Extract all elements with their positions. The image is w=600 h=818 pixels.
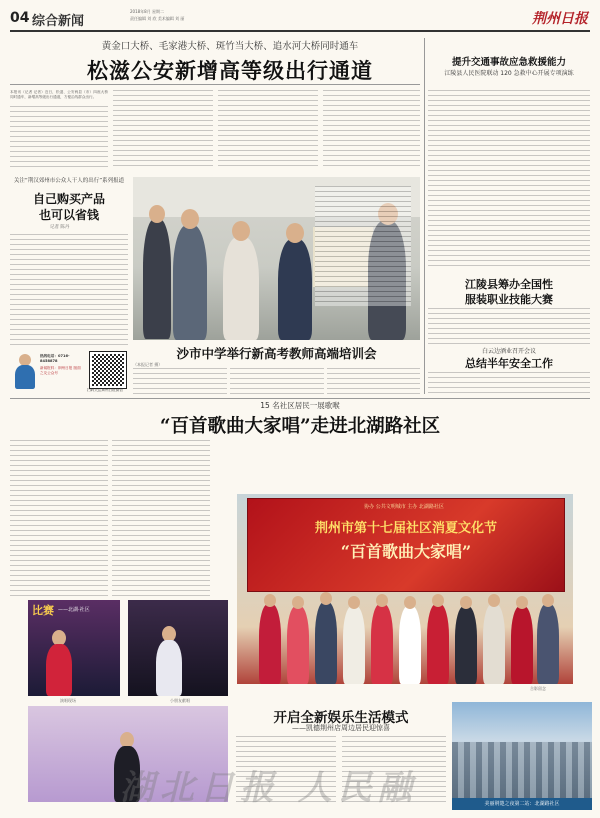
hotline-2: 新闻报料：荆州日报 版面之友公众号 <box>40 366 81 375</box>
inset-text-block <box>315 186 411 306</box>
lead-body-col-4 <box>323 90 420 170</box>
section-title: 综合新闻 <box>32 14 85 29</box>
singer-photo-a <box>28 600 120 696</box>
lead-body: 本报讯（记者 记者）近日，松滋、公安两县（市）四座大桥同时通车，新增高等级出行通道，方便沿线群众出行。 <box>10 90 108 100</box>
caption-body-1 <box>133 368 227 394</box>
masthead <box>10 6 590 30</box>
feature-body-col-2 <box>112 440 210 596</box>
date-line: 2018年8月 星期二 <box>130 9 164 14</box>
stage-banner <box>247 498 565 592</box>
qr-caption: 扫码关注荆州日报微信 <box>87 388 123 392</box>
masthead-rule <box>10 30 590 32</box>
lead-body-col-2 <box>113 90 213 170</box>
right-column-divider <box>424 38 425 394</box>
banner-main-text: “百首歌曲大家唱” <box>340 542 472 561</box>
newspaper-logo: 荆州日报 <box>532 11 588 27</box>
sidebar-kicker: 关注“荆汉郊州市公众人干人的出行”系列报道 <box>13 178 125 184</box>
singer-photo-b <box>128 600 228 696</box>
feature-rule <box>10 398 590 399</box>
footer-bar-text: 美丽荆楚之夜第二站：北湖路社区 <box>484 801 560 807</box>
caption-group: 合影留念 <box>530 686 546 691</box>
bottom-headline: 开启全新娱乐生活模式 <box>273 710 409 726</box>
editor-line: 责任编辑 刘 欣 美术编辑 刘 丽 <box>130 16 185 21</box>
story3-body <box>428 372 590 396</box>
lead-rule <box>10 84 420 85</box>
caption-body-2 <box>230 368 324 394</box>
sidebar-left <box>10 176 128 396</box>
story1-body <box>428 90 590 270</box>
choir-group-photo <box>237 494 573 684</box>
story1-title: 提升交通事故应急救援能力 <box>451 57 566 68</box>
lead-kicker: 黄金口大桥、毛家港大桥、斑竹当大桥、追水河大桥同时通车 <box>101 41 359 52</box>
sidebar-title-line2: 也可以省钱 <box>38 208 99 222</box>
lead-headline: 松滋公安新增高等级出行通道 <box>87 58 373 83</box>
story2-title-line1: 江陵县筹办全国性 <box>465 278 553 291</box>
photo-credit: （本报记者 摄） <box>133 362 163 367</box>
story2-body <box>428 308 590 346</box>
caption-body-3 <box>327 368 420 394</box>
photo-caption-title: 沙市中学举行新高考教师高端培训会 <box>176 346 377 361</box>
right-column <box>428 40 590 396</box>
sidebar-byline: 记者 陈丹 <box>50 225 70 230</box>
story1-subtitle: 江陵县人民医院联动 120 急救中心开展专项演练 <box>444 70 574 77</box>
qr-code <box>90 352 126 388</box>
sidebar-title-line1: 自己购买产品 <box>32 192 105 206</box>
sidebar-body <box>10 234 128 346</box>
story2-title-line2: 服装职业技能大赛 <box>465 293 553 306</box>
caption-b: 小朋友献唱 <box>170 698 190 703</box>
caption-a: 演唱现场 <box>60 698 76 703</box>
banner-top-text: 荆州市第十七届社区消夏文化节 <box>314 521 497 536</box>
story3-kicker: 白云边酒业召开会议 <box>481 348 536 355</box>
label-left-sub: ——北湖·社区 <box>58 607 90 613</box>
banner-small-text: 协办 公共文明城市 主办 北湖路社区 <box>364 504 444 510</box>
bottom-subheadline: ——凯德荆州店周边居民迎惊喜 <box>292 724 390 732</box>
lead-body-col-1 <box>10 106 108 170</box>
label-left-top: 比赛 <box>32 604 54 617</box>
reporter-illustration <box>12 354 38 390</box>
story3-title: 总结半年安全工作 <box>465 357 553 370</box>
watermark: 湖北日报 人民融 <box>120 768 418 808</box>
hotline-1: 热线电话：0716-8458878 <box>40 354 70 363</box>
feature-headline: “百首歌曲大家唱”走进北湖路社区 <box>159 416 441 437</box>
feature-body-col-1 <box>10 440 108 596</box>
feature-kicker: 15 名社区居民一展歌喉 <box>260 401 340 410</box>
lead-body-col-3 <box>218 90 318 170</box>
page-number: 04 <box>10 10 30 26</box>
